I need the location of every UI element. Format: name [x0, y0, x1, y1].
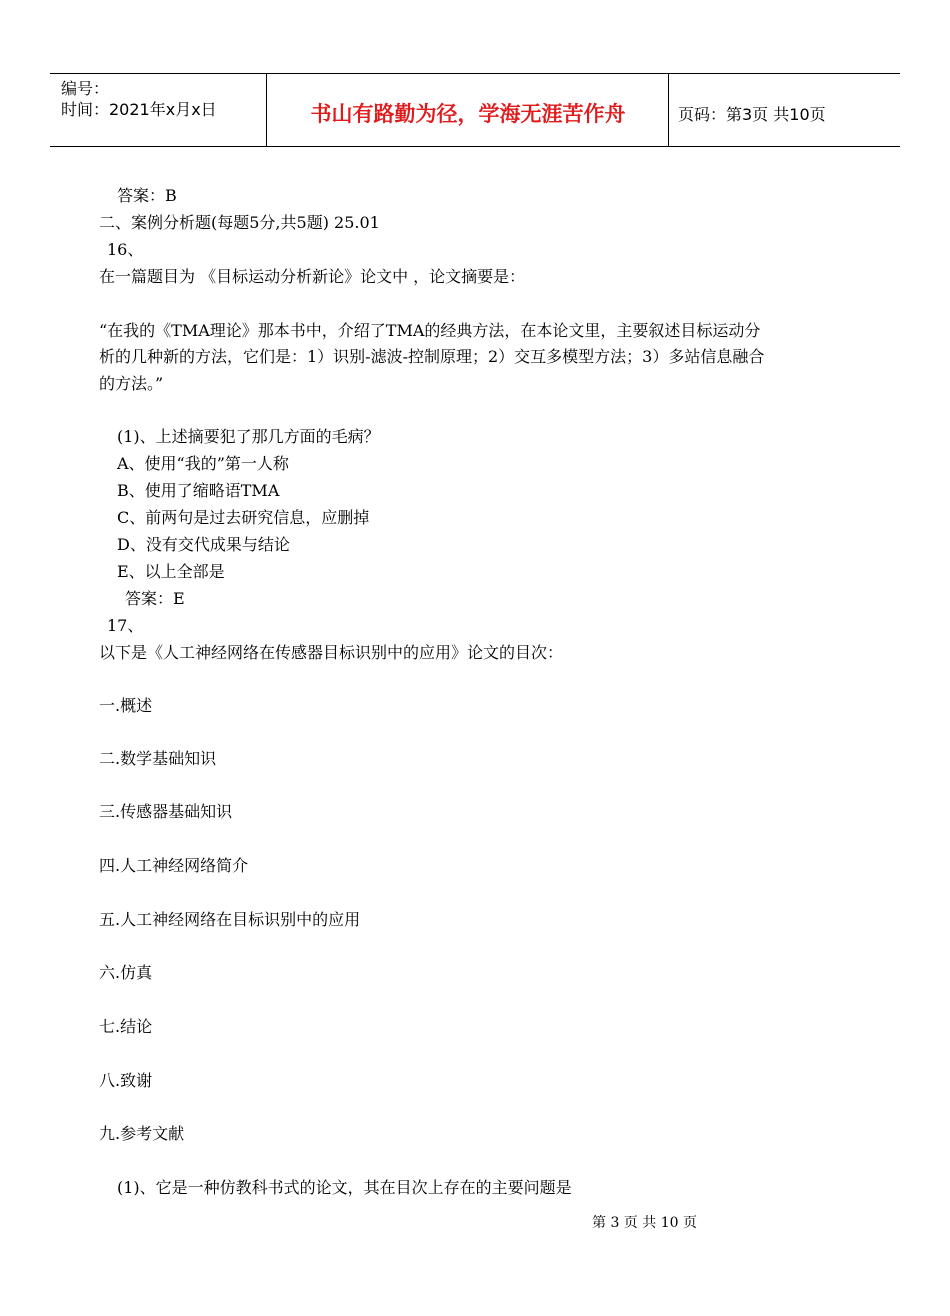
question-16-abstract-line-3: 的方法。” [99, 374, 164, 393]
question-16-abstract-line-1: “在我的《TMA理论》那本书中，介绍了TMA的经典方法，在本论文里，主要叙述目标运动分 [99, 321, 761, 340]
toc-item: 七.结论 [99, 1017, 153, 1036]
question-16-option-e: E、以上全部是 [117, 562, 225, 581]
toc-item: 五.人工神经网络在目标识别中的应用 [99, 910, 361, 929]
toc-item: 八.致谢 [99, 1071, 153, 1090]
header-page-info: 页码：第3页 共10页 [678, 105, 826, 124]
question-16-option-a: A、使用“我的”第一人称 [117, 454, 289, 473]
question-17-intro: 以下是《人工神经网络在传感器目标识别中的应用》论文的目次： [99, 643, 564, 662]
question-16-option-c: C、前两句是过去研究信息，应删掉 [117, 508, 370, 527]
question-16-option-b: B、使用了缩略语TMA [117, 481, 280, 500]
toc-item: 二.数学基础知识 [99, 749, 217, 768]
question-16-subquestion-1: (1)、上述摘要犯了那几方面的毛病？ [117, 427, 380, 446]
question-16-option-d: D、没有交代成果与结论 [117, 535, 290, 554]
section-2-title: 二、案例分析题(每题5分,共5题) 25.01 [99, 213, 380, 232]
question-16-intro: 在一篇题目为 《目标运动分析新论》论文中 ，论文摘要是： [99, 267, 526, 286]
answer-q16: 答案：E [125, 589, 185, 608]
header-motto: 书山有路勤为径，学海无涯苦作舟 [310, 102, 626, 126]
toc-item: 六.仿真 [99, 963, 153, 982]
header-bottom-rule [50, 146, 900, 147]
answer-q15: 答案：B [117, 186, 177, 205]
toc-item: 三.传感器基础知识 [99, 802, 233, 821]
header-time-label: 时间：2021年x月x日 [61, 100, 217, 119]
toc-item: 一.概述 [99, 696, 153, 715]
header-top-rule [50, 73, 900, 74]
toc-item: 四.人工神经网络简介 [99, 856, 249, 875]
footer-page-number: 第 3 页 共 10 页 [592, 1215, 697, 1231]
question-17-subquestion-1: (1)、它是一种仿教科书式的论文，其在目次上存在的主要问题是 [117, 1178, 572, 1197]
header-number-label: 编号： [61, 79, 110, 98]
question-16-abstract-line-2: 析的几种新的方法，它们是：1）识别-滤波-控制原理；2）交互多模型方法；3）多站信息融合 [99, 347, 765, 366]
toc-item: 九.参考文献 [99, 1124, 185, 1143]
question-17-number: 17、 [107, 616, 144, 635]
question-16-number: 16、 [107, 240, 144, 259]
